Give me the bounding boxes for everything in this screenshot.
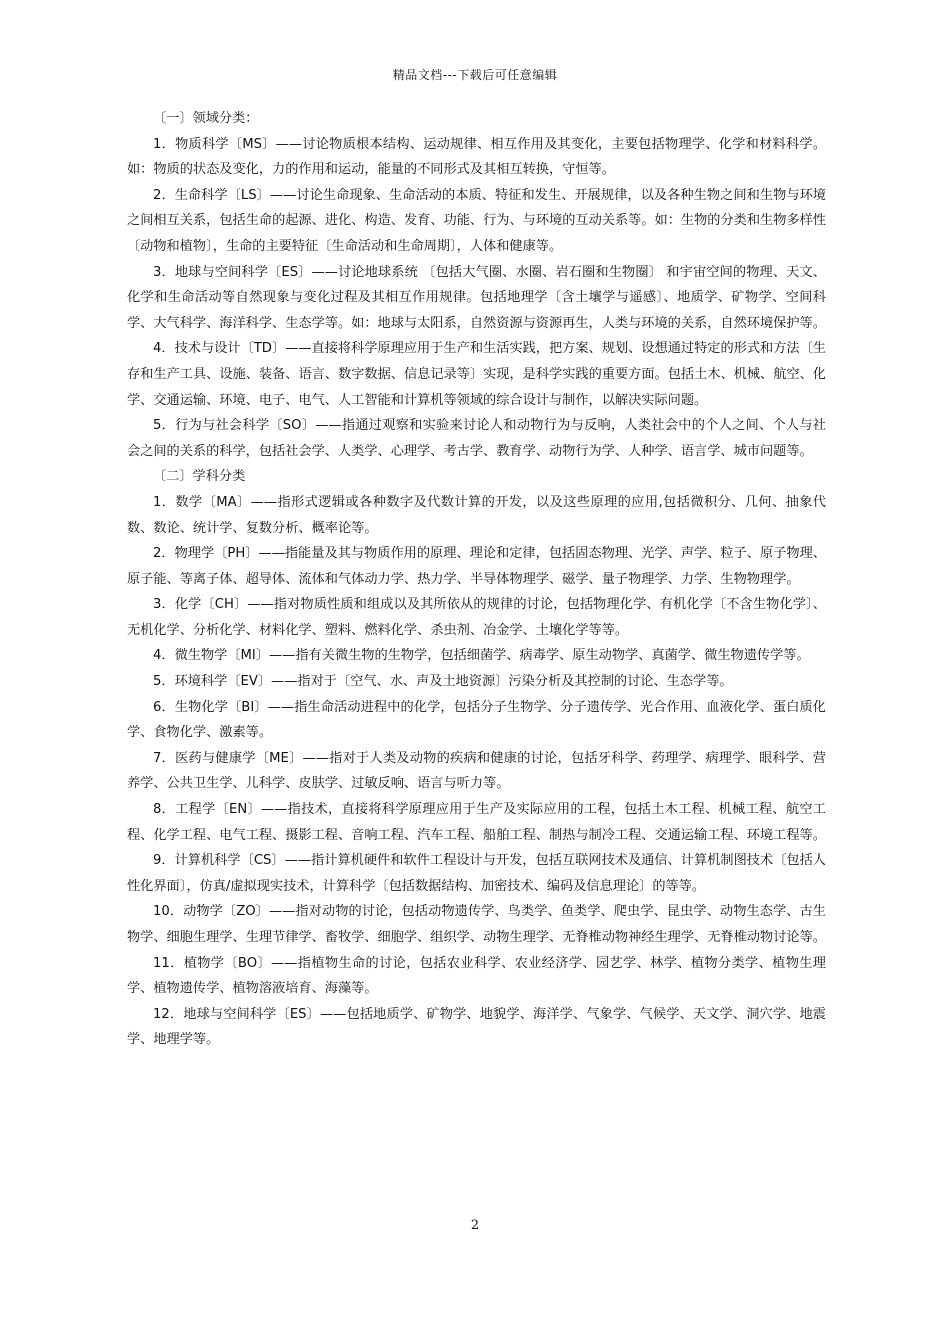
discipline-item-mi: 4．微生物学〔MI〕——指有关微生物的生物学，包括细菌学、病毒学、原生动物学、真菌学、微生物遗传学等。 (153, 648, 810, 664)
domain-item-ms: 1．物质科学〔MS〕——讨论物质根本结构、运动规律、相互作用及其变化，主要包括物理学、化学和材料科学。如：物质的状态及变化，力的作用和运动，能量的不同形式及其相互转换，守恒等。 (127, 136, 826, 178)
discipline-item-es: 12．地球与空间科学〔ES〕——包括地质学、矿物学、地貌学、海洋学、气象学、气候学、天文学、洞穴学、地震学、地理学等。 (127, 1006, 826, 1048)
page-number: 2 (470, 1218, 480, 1233)
discipline-item-cs: 9．计算机科学〔CS〕——指计算机硬件和软件工程设计与开发，包括互联网技术及通信、计算机制图技术〔包括人性化界面〕，仿真/虚拟现实技术，计算科学〔包括数据结构、加密技术、编码及信息理论〕的等等。 (127, 853, 826, 894)
domain-item-td: 4．技术与设计〔TD〕——直接将科学原理应用于生产和生活实践，把方案、规划、设想通过特定的形式和方法〔生存和生产工具、设施、装备、语言、数字数据、信息记录等〕实现，是科学实践的重要方面。包括土木、机械、航空、化学、交通运输、环境、电子、电气、人工智能和计算机等领域的综合设计与制作，以解决实际问题。 (127, 341, 826, 408)
document-body (127, 106, 826, 1053)
domain-item-es: 3．地球与空间科学〔ES〕——讨论地球系统 〔包括大气圈、水圈、岩石圈和生物圈〕 和宇宙空间的物理、天文、化学和生命活动等自然现象与变化过程及其相互作用规律。包括地理学〔含土壤学与遥感〕、地质学、矿物学、空间科学、大气科学、海洋科学、生态学等。如：地球与太阳系，自然资源与资源再生，人类与环境的关系，自然环境保护等。 (127, 264, 826, 331)
discipline-item-bi: 6．生物化学〔BI〕——指生命活动进程中的化学，包括分子生物学、分子遗传学、光合作用、血液化学、蛋白质化学、食物化学、激素等。 (127, 699, 826, 741)
discipline-item-ch: 3．化学〔CH〕——指对物质性质和组成以及其所依从的规律的讨论，包括物理化学、有机化学〔不含生物化学〕、无机化学、分析化学、材料化学、塑料、燃料化学、杀虫剂、冶金学、土壤化学等等。 (127, 597, 826, 638)
section-heading-discipline: 〔二〕学科分类 (153, 469, 246, 485)
discipline-item-me: 7．医药与健康学〔ME〕——指对于人类及动物的疾病和健康的讨论，包括牙科学、药理学、病理学、眼科学、营养学、公共卫生学、儿科学、皮肤学、过敏反响、语言与听力等。 (127, 750, 826, 792)
domain-item-ls: 2．生命科学〔LS〕——讨论生命现象、生命活动的本质、特征和发生、开展规律，以及各种生物之间和生物与环境之间相互关系，包括生命的起源、进化、构造、发育、功能、行为、与环境的互动关系等。如：生物的分类和生物多样性〔动物和植物〕，生命的主要特征〔生命活动和生命周期〕，人体和健康等。 (127, 187, 826, 254)
discipline-item-en: 8．工程学〔EN〕——指技术，直接将科学原理应用于生产及实际应用的工程，包括土木工程、机械工程、航空工程、化学工程、电气工程、摄影工程、音响工程、汽车工程、船舶工程、制热与制冷工程、交通运输工程、环境工程等。 (127, 802, 826, 843)
discipline-item-ev: 5．环境科学〔EV〕——指对于〔空气、水、声及土地资源〕污染分析及其控制的讨论、生态学等。 (153, 674, 733, 690)
page-header: 精品文档---下载后可任意编辑 (392, 68, 558, 82)
domain-item-so: 5．行为与社会科学〔SO〕——指通过观察和实验来讨论人和动物行为与反响，人类社会中的个人之间、个人与社会之间的关系的科学，包括社会学、人类学、心理学、考古学、教育学、动物行为学、人种学、语言学、城市问题等。 (127, 418, 826, 459)
discipline-item-zo: 10．动物学〔ZO〕——指对动物的讨论，包括动物遗传学、鸟类学、鱼类学、爬虫学、昆虫学、动物生态学、古生物学、细胞生理学、生理节律学、畜牧学、细胞学、组织学、动物生理学、无脊椎动物神经生理学、无脊椎动物讨论等。 (127, 904, 826, 945)
discipline-item-bo: 11．植物学〔BO〕——指植物生命的讨论，包括农业科学、农业经济学、园艺学、林学、植物分类学、植物生理学、植物遗传学、植物溶液培育、海藻等。 (127, 955, 826, 997)
discipline-item-ma: 1．数学〔MA〕——指形式逻辑或各种数字及代数计算的开发，以及这些原理的应用,包括微积分、几何、抽象代数、数论、统计学、复数分析、概率论等。 (127, 494, 826, 536)
section-heading-domain: 〔一〕领域分类： (153, 111, 259, 126)
discipline-item-ph: 2．物理学〔PH〕——指能量及其与物质作用的原理、理论和定律，包括固态物理、光学、声学、粒子、原子物理、原子能、等离子体、超导体、流体和气体动力学、热力学、半导体物理学、磁学、量子物理学、力学、生物物理学。 (127, 546, 826, 587)
